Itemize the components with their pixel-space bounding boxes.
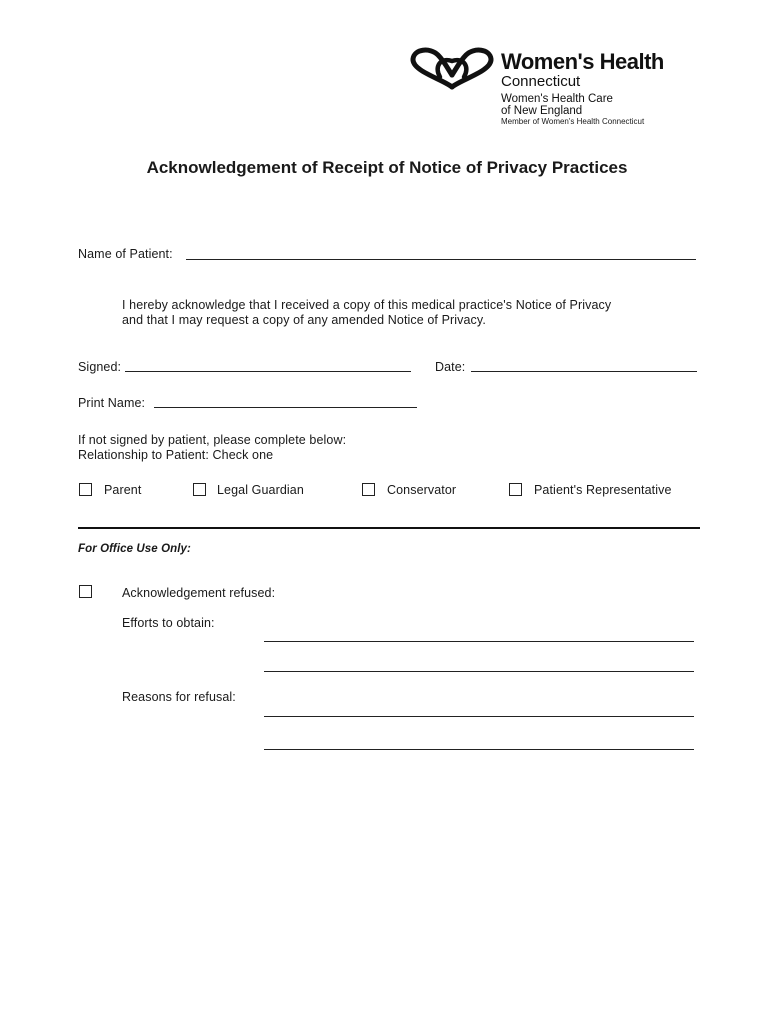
reasons-field-line2[interactable] — [264, 749, 694, 750]
logo-name: Women's Health — [501, 49, 664, 74]
reasons-label: Reasons for refusal: — [122, 690, 236, 704]
conservator-label: Conservator — [387, 483, 457, 497]
acknowledge-text-line1: I hereby acknowledge that I received a copy of this medical practice's Notice of Privacy — [122, 298, 612, 312]
legal-guardian-checkbox[interactable] — [193, 483, 206, 496]
reasons-field-line1[interactable] — [264, 716, 694, 717]
print-name-field[interactable] — [154, 407, 417, 408]
date-label: Date: — [435, 360, 466, 374]
efforts-field-line1[interactable] — [264, 641, 694, 642]
date-field[interactable] — [471, 371, 697, 372]
patient-representative-label: Patient's Representative — [534, 483, 672, 497]
legal-guardian-label: Legal Guardian — [217, 483, 304, 497]
efforts-field-line2[interactable] — [264, 671, 694, 672]
office-use-heading: For Office Use Only: — [78, 543, 191, 555]
acknowledgement-refused-checkbox[interactable] — [79, 585, 92, 598]
section-divider — [78, 527, 700, 529]
patient-name-field[interactable] — [186, 259, 696, 260]
parent-checkbox[interactable] — [79, 483, 92, 496]
document-title: Acknowledgement of Receipt of Notice of Privacy Practices — [146, 158, 628, 177]
parent-label: Parent — [104, 483, 142, 497]
logo-org-line1: Women's Health Care — [501, 93, 613, 105]
acknowledge-text-line2: and that I may request a copy of any amended Notice of Privacy. — [122, 313, 486, 327]
print-name-label: Print Name: — [78, 396, 146, 410]
acknowledgement-refused-label: Acknowledgement refused: — [122, 586, 276, 600]
logo-member-line: Member of Women's Health Connecticut — [501, 117, 645, 126]
logo-hearts-icon — [408, 47, 496, 91]
efforts-label: Efforts to obtain: — [122, 616, 215, 630]
relationship-instruction: Relationship to Patient: Check one — [78, 448, 274, 462]
patient-representative-checkbox[interactable] — [509, 483, 522, 496]
logo-subtitle: Connecticut — [501, 73, 581, 90]
signature-field[interactable] — [125, 371, 411, 372]
logo-org-line2: of New England — [501, 105, 583, 117]
not-signed-instruction: If not signed by patient, please complete below: — [78, 433, 347, 447]
conservator-checkbox[interactable] — [362, 483, 375, 496]
signed-label: Signed: — [78, 360, 122, 374]
patient-name-label: Name of Patient: — [78, 247, 173, 261]
